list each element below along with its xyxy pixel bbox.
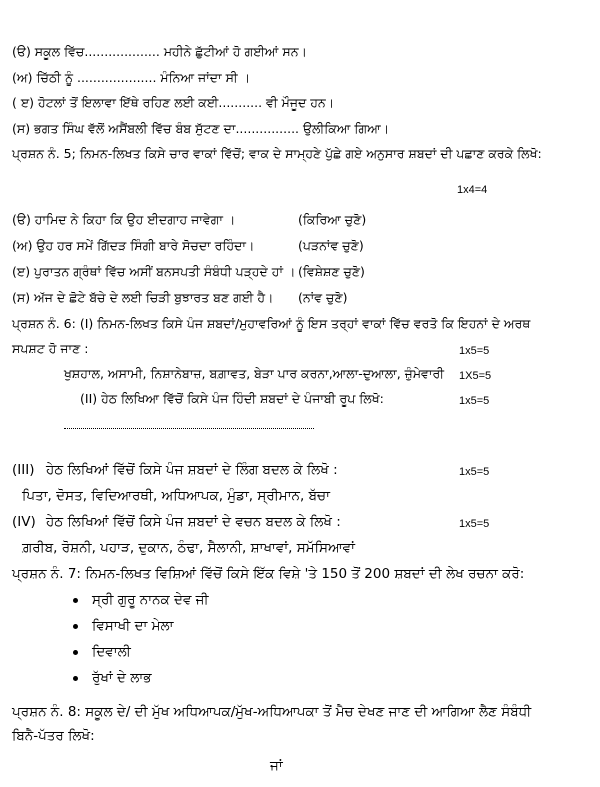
- q7-topic-4: ਰੁੱਖਾਂ ਦੇ ਲਾਭ: [92, 670, 152, 686]
- q5-item-c: (ੲ) ਪੁਰਾਤਨ ਗ੍ਰੰਥਾਂ ਵਿੱਚ ਅਸੀਂ ਬਨਸਪਤੀ ਸੰਬੰਧੀ ਪੜ੍ਹਦੇ ਹਾਂ ।: [12, 264, 296, 279]
- q5-item-d: (ਸ) ਅੱਜ ਦੇ ਛੋਟੇ ਬੱਚੇ ਦੇ ਲਈ ਚਿੜੀ ਬੁਝਾਰਤ ਬਣ ਗਈ ਹੈ।: [12, 290, 274, 305]
- part4-instruction: ਹੇਠ ਲਿਖਿਆਂ ਵਿੱਚੋਂ ਕਿਸੇ ਪੰਜ ਸ਼ਬਦਾਂ ਦੇ ਵਚਨ ਬਦਲ ਕੇ ਲਿਖੋ :: [46, 514, 341, 530]
- q6-part2: (II) ਹੇਠ ਲਿਖਿਆ ਵਿੱਚੋਂ ਕਿਸੇ ਪੰਜ ਹਿੰਦੀ ਸ਼ਬਦਾਂ ਦੇ ਪੰਜਾਬੀ ਰੂਪ ਲਿਖੋ:: [80, 391, 384, 406]
- q6-marks-1: 1x5=5: [459, 345, 490, 357]
- bullet-icon: [73, 598, 78, 603]
- q5-hint-b: (ਪੜਨਾਂਵ ਚੁਣੋ): [298, 238, 364, 253]
- q6-marks-3: 1x5=5: [459, 395, 490, 407]
- part3-marks: 1x5=5: [459, 466, 490, 478]
- q5-item-a: (ੳ) ਹਾਮਿਦ ਨੇ ਕਿਹਾ ਕਿ ਉਹ ਈਦਗਾਹ ਜਾਵੇਗਾ ।: [12, 212, 236, 227]
- part4-marks: 1x5=5: [459, 518, 490, 530]
- bullet-icon: [73, 650, 78, 655]
- answer-dotted-line: [64, 428, 314, 429]
- q5-heading: ਪ੍ਰਸ਼ਨ ਨੰ. 5; ਨਿਮਨ-ਲਿਖਤ ਕਿਸੇ ਚਾਰ ਵਾਕਾਂ ਵਿੱਚੋਂ; ਵਾਕ ਦੇ ਸਾਮ੍ਹਣੇ ਪੁੱਛੇ ਗਏ ਅਨੁਸਾਰ ਸ਼ਬਦਾਂ ਦੀ ਪਛਾਣ ਕਰਕੇ ਲਿਖੋ:: [12, 146, 542, 161]
- q6-heading-line2: ਸਪਸ਼ਟ ਹੋ ਜਾਣ :: [12, 341, 89, 356]
- q5-item-b: (ਅ) ਉਹ ਹਰ ਸਮੇਂ ਗਿੱਦੜ ਸਿੰਗੀ ਬਾਰੇ ਸੋਚਦਾ ਰਹਿੰਦਾ।: [12, 238, 255, 253]
- q7-heading: ਪ੍ਰਸ਼ਨ ਨੰ. 7: ਨਿਮਨ-ਲਿਖਤ ਵਿਸ਼ਿਆਂ ਵਿੱਚੋਂ ਕਿਸੇ ਇੱਕ ਵਿਸ਼ੇ 'ਤੇ 150 ਤੋਂ 200 ਸ਼ਬਦਾਂ ਦੀ ਲੇਖ ਰਚਨਾ ਕਰੋ:: [12, 566, 525, 582]
- q7-topic-3: ਦਿਵਾਲੀ: [92, 644, 131, 660]
- q7-topic-1: ਸ੍ਰੀ ਗੁਰੂ ਨਾਨਕ ਦੇਵ ਜੀ: [92, 592, 209, 608]
- part4-words: ਗ਼ਰੀਬ, ਰੋਸ਼ਨੀ, ਪਹਾੜ, ਦੁਕਾਨ, ਠੰਢਾ, ਸੈਲਾਨੀ, ਸ਼ਾਖਾਵਾਂ, ਸਮੱਸਿਆਵਾਂ: [22, 540, 355, 556]
- q6-heading-line1: ਪ੍ਰਸ਼ਨ ਨੰ. 6: (I) ਨਿਮਨ-ਲਿਖਤ ਕਿਸੇ ਪੰਜ ਸ਼ਬਦਾਂ/ਮੁਹਾਵਰਿਆਂ ਨੂੰ ਇਸ ਤਰ੍ਹਾਂ ਵਾਕਾਂ ਵਿੱਚ ਵਰਤੋ ਕਿ ਇਹਨਾਂ ਦੇ ਅਰਥ: [12, 316, 531, 331]
- part4-label: (IV): [12, 514, 36, 530]
- q8-heading-line2: ਬਿਨੈ-ਪੱਤਰ ਲਿਖੋ:: [12, 728, 95, 744]
- q6-marks-2: 1X5=5: [459, 370, 492, 382]
- part3-instruction: ਹੇਠ ਲਿਖਿਆਂ ਵਿੱਚੋਂ ਕਿਸੇ ਪੰਜ ਸ਼ਬਦਾਂ ਦੇ ਲਿੰਗ ਬਦਲ ਕੇ ਲਿਖੋ :: [46, 462, 338, 478]
- fill-blank-a: (ੳ) ਸਕੂਲ ਵਿੱਚ................... ਮਹੀਨੇ ਛੁੱਟੀਆਂ ਹੋ ਗਈਆਂ ਸਨ।: [12, 44, 307, 59]
- q5-marks: 1x4=4: [457, 184, 488, 196]
- fill-blank-c: ( ੲ) ਹੋਟਲਾਂ ਤੋਂ ਇਲਾਵਾ ਇੱਥੇ ਰਹਿਣ ਲਈ ਕਈ........... ਵੀ ਮੌਜੂਦ ਹਨ।: [12, 95, 335, 110]
- fill-blank-b: (ਅ) ਚਿੱਠੀ ਨੂੰ .................... ਮੰਨਿਆ ਜਾਂਦਾ ਸੀ ।: [12, 70, 251, 85]
- q5-hint-a: (ਕਿਰਿਆ ਚੁਣੋ): [298, 212, 367, 227]
- q5-hint-d: (ਨਾਂਵ ਚੁਣੋ): [298, 290, 348, 305]
- q5-hint-c: (ਵਿਸ਼ੇਸ਼ਣ ਚੁਣੋ): [298, 264, 365, 279]
- q8-heading-line1: ਪ੍ਰਸ਼ਨ ਨੰ. 8: ਸਕੂਲ ਦੇ/ ਦੀ ਮੁੱਖ ਅਧਿਆਪਕ/ਮੁੱਖ-ਅਧਿਆਪਕਾ ਤੋਂ ਮੈਚ ਦੇਖਣ ਜਾਣ ਦੀ ਆਗਿਆ ਲੈਣ ਸੰਬੰਧੀ: [12, 704, 532, 720]
- part3-label: (III): [12, 462, 35, 478]
- bullet-icon: [73, 676, 78, 681]
- bullet-icon: [73, 624, 78, 629]
- q8-or: ਜਾਂ: [270, 758, 283, 774]
- q7-topic-2: ਵਿਸਾਖੀ ਦਾ ਮੇਲਾ: [92, 618, 174, 634]
- q6-word-list: ਖੁਸ਼ਹਾਲ, ਅਸਾਮੀ, ਨਿਸ਼ਾਨੇਬਾਜ਼, ਬਗ਼ਾਵਤ, ਬੇੜਾ ਪਾਰ ਕਰਨਾ,ਆਲਾ-ਦੁਆਲਾ, ਜ਼ੁੰਮੇਵਾਰੀ: [64, 366, 444, 381]
- fill-blank-d: (ਸ) ਭਗਤ ਸਿੰਘ ਵੱਲੋਂ ਅਸੈਂਬਲੀ ਵਿੱਚ ਬੰਬ ਸੁੱਟਣ ਦਾ................ ਉਲੀਕਿਆ ਗਿਆ।: [12, 121, 390, 136]
- part3-words: ਪਿਤਾ, ਦੋਸਤ, ਵਿਦਿਆਰਥੀ, ਅਧਿਆਪਕ, ਮੁੰਡਾ, ਸ੍ਰੀਮਾਨ, ਬੱਚਾ: [22, 488, 330, 504]
